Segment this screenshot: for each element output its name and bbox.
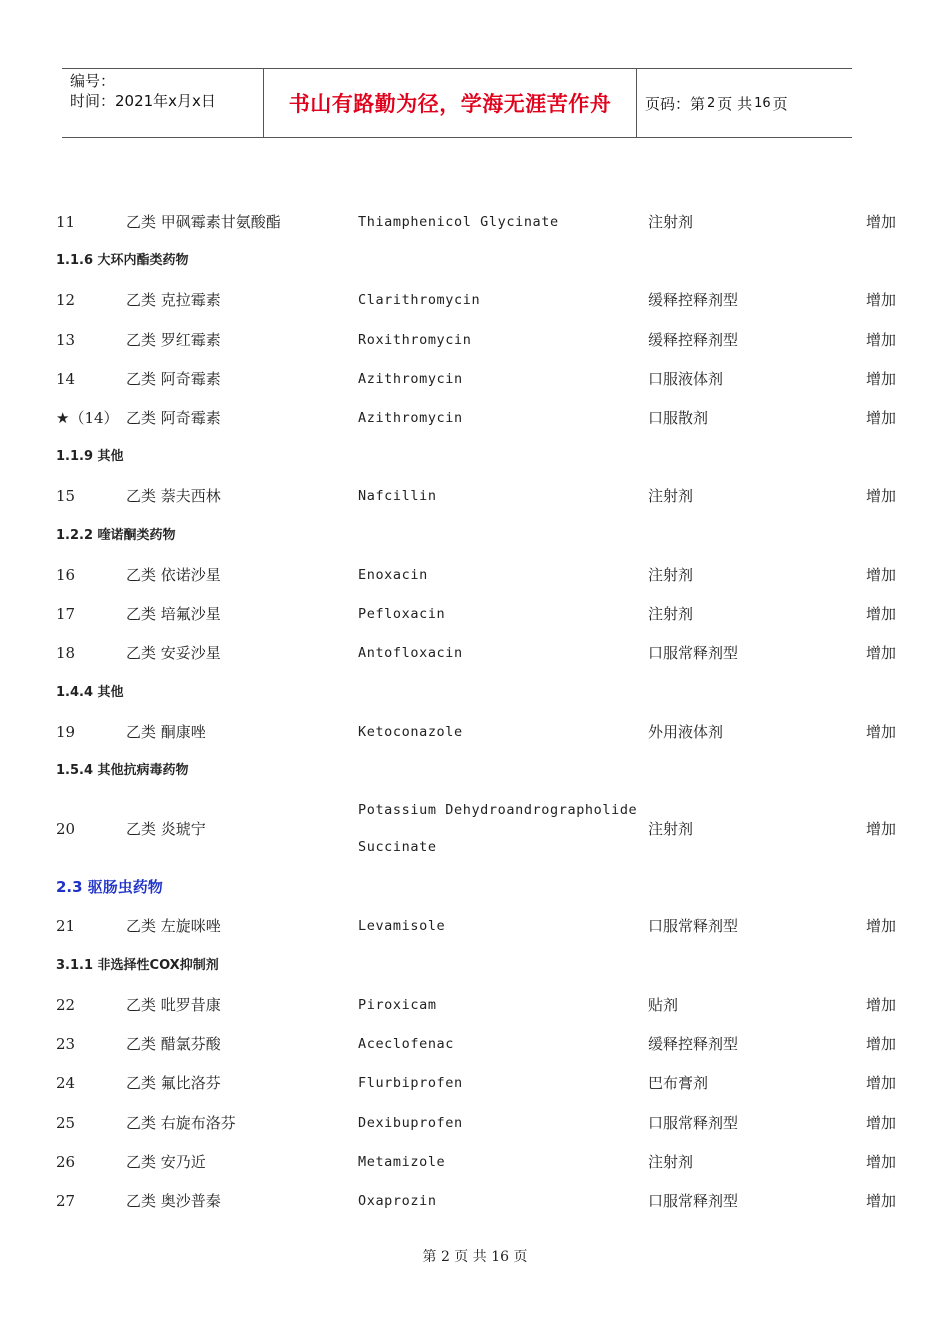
table-row: [0, 1151, 950, 1173]
drug-english-name: Metamizole: [358, 1154, 446, 1170]
change-action: 增加: [866, 1074, 897, 1092]
change-action: 增加: [866, 605, 897, 623]
table-row: [0, 1072, 950, 1094]
section-heading: 1.4.4 其他: [56, 685, 124, 700]
page-header: [62, 68, 852, 138]
dosage-form: 外用液体剂: [648, 723, 724, 741]
drug-name: 乙类 醋氯芬酸: [126, 1035, 221, 1053]
dosage-form: 缓释控释剂型: [648, 1035, 739, 1053]
row-number: 16: [56, 566, 76, 584]
change-action: 增加: [866, 566, 897, 584]
change-action: 增加: [866, 409, 897, 427]
change-action: 增加: [866, 917, 897, 935]
row-number: 20: [56, 820, 76, 838]
table-row: [0, 289, 950, 311]
change-action: 增加: [866, 331, 897, 349]
drug-english-name: Piroxicam: [358, 997, 437, 1013]
change-action: 增加: [866, 644, 897, 662]
row-number: 19: [56, 723, 76, 741]
table-row: [0, 211, 950, 233]
header-divider: [636, 69, 637, 137]
row-number: 18: [56, 644, 76, 662]
drug-name: 乙类 阿奇霉素: [126, 370, 221, 388]
drug-english-name: Azithromycin: [358, 371, 463, 387]
doc-time-label: 时间：2021年x月x日: [70, 92, 216, 110]
change-action: 增加: [866, 291, 897, 309]
dosage-form: 注射剂: [648, 213, 694, 231]
row-number: 26: [56, 1153, 76, 1171]
drug-english-name: Thiamphenicol Glycinate: [358, 214, 559, 230]
change-action: 增加: [866, 1192, 897, 1210]
dosage-form: 口服散剂: [648, 409, 709, 427]
drug-name: 乙类 萘夫西林: [126, 487, 221, 505]
table-row: [0, 1033, 950, 1055]
drug-english-name: Clarithromycin: [358, 292, 481, 308]
dosage-form: 注射剂: [648, 487, 694, 505]
table-row: [0, 1112, 950, 1134]
dosage-form: 口服常释剂型: [648, 1114, 739, 1132]
drug-name: 乙类 培氟沙星: [126, 605, 221, 623]
drug-name: 乙类 酮康唑: [126, 723, 206, 741]
table-row: [0, 642, 950, 664]
table-row: [0, 368, 950, 390]
header-motto: 书山有路勤为径，学海无涯苦作舟: [288, 92, 612, 116]
drug-english-name: Dexibuprofen: [358, 1115, 463, 1131]
section-heading: 3.1.1 非选择性COX抑制剂: [56, 958, 219, 973]
drug-name: 乙类 安乃近: [126, 1153, 206, 1171]
row-number: 22: [56, 996, 76, 1014]
table-row: [0, 721, 950, 743]
change-action: 增加: [866, 213, 897, 231]
header-meta: [70, 71, 260, 111]
row-number: 24: [56, 1074, 76, 1092]
section-heading: 1.5.4 其他抗病毒药物: [56, 763, 189, 778]
page-suffix: 页: [772, 94, 788, 113]
row-number: 17: [56, 605, 76, 623]
drug-english-name-continued: Succinate: [358, 839, 437, 855]
drug-english-name: Roxithromycin: [358, 332, 472, 348]
header-page-info: [645, 69, 788, 137]
table-row: [0, 329, 950, 351]
section-heading: 2.3 驱肠虫药物: [56, 878, 163, 896]
drug-name: 乙类 右旋布洛芬: [126, 1114, 236, 1132]
change-action: 增加: [866, 1114, 897, 1132]
drug-english-name: Levamisole: [358, 918, 446, 934]
row-number: 21: [56, 917, 76, 935]
drug-name: 乙类 依诺沙星: [126, 566, 221, 584]
page-middle: 页 共: [717, 94, 753, 113]
row-number: 15: [56, 487, 76, 505]
drug-english-name: Aceclofenac: [358, 1036, 455, 1052]
row-number: 11: [56, 213, 76, 231]
change-action: 增加: [866, 996, 897, 1014]
dosage-form: 口服液体剂: [648, 370, 724, 388]
drug-name: 乙类 甲砜霉素甘氨酸酯: [126, 213, 281, 231]
table-row: [0, 799, 950, 859]
table-row: [0, 603, 950, 625]
dosage-form: 注射剂: [648, 605, 694, 623]
dosage-form: 缓释控释剂型: [648, 291, 739, 309]
drug-english-name: Oxaprozin: [358, 1193, 437, 1209]
section-heading: 1.1.9 其他: [56, 449, 124, 464]
drug-name: 乙类 氟比洛芬: [126, 1074, 221, 1092]
section-heading: 1.1.6 大环内酯类药物: [56, 253, 189, 268]
drug-english-name: Flurbiprofen: [358, 1075, 463, 1091]
row-number: 13: [56, 331, 76, 349]
dosage-form: 口服常释剂型: [648, 917, 739, 935]
change-action: 增加: [866, 1153, 897, 1171]
row-number: 27: [56, 1192, 76, 1210]
page-total: 16: [754, 95, 771, 111]
table-row: [0, 407, 950, 429]
change-action: 增加: [866, 370, 897, 388]
page-footer: 第 2 页 共 16 页: [422, 1249, 528, 1265]
drug-name: 乙类 奥沙普秦: [126, 1192, 221, 1210]
table-row: [0, 915, 950, 937]
drug-english-name: Pefloxacin: [358, 606, 446, 622]
table-row: [0, 1190, 950, 1212]
dosage-form: 注射剂: [648, 820, 694, 838]
page-current: 2: [707, 95, 716, 111]
drug-english-name: Ketoconazole: [358, 724, 463, 740]
drug-english-name: Enoxacin: [358, 567, 428, 583]
drug-name: 乙类 阿奇霉素: [126, 409, 221, 427]
row-number: ★（14）: [56, 409, 119, 427]
doc-number-label: 编号：: [70, 72, 116, 90]
dosage-form: 注射剂: [648, 566, 694, 584]
drug-english-name: Nafcillin: [358, 488, 437, 504]
table-row: [0, 485, 950, 507]
dosage-form: 口服常释剂型: [648, 644, 739, 662]
page-prefix: 页码：第: [645, 94, 706, 113]
drug-name: 乙类 吡罗昔康: [126, 996, 221, 1014]
change-action: 增加: [866, 820, 897, 838]
drug-name: 乙类 罗红霉素: [126, 331, 221, 349]
dosage-form: 缓释控释剂型: [648, 331, 739, 349]
row-number: 14: [56, 370, 76, 388]
drug-english-name: Antofloxacin: [358, 645, 463, 661]
section-heading: 1.2.2 喹诺酮类药物: [56, 528, 176, 543]
change-action: 增加: [866, 1035, 897, 1053]
drug-name: 乙类 左旋咪唑: [126, 917, 221, 935]
table-row: [0, 994, 950, 1016]
row-number: 25: [56, 1114, 76, 1132]
change-action: 增加: [866, 723, 897, 741]
drug-english-name: Potassium Dehydroandrographolide: [358, 802, 638, 818]
change-action: 增加: [866, 487, 897, 505]
drug-english-name: Azithromycin: [358, 410, 463, 426]
row-number: 23: [56, 1035, 76, 1053]
dosage-form: 巴布膏剂: [648, 1074, 709, 1092]
drug-name: 乙类 安妥沙星: [126, 644, 221, 662]
dosage-form: 口服常释剂型: [648, 1192, 739, 1210]
table-row: [0, 564, 950, 586]
dosage-form: 贴剂: [648, 996, 679, 1014]
drug-name: 乙类 克拉霉素: [126, 291, 221, 309]
drug-name: 乙类 炎琥宁: [126, 820, 206, 838]
dosage-form: 注射剂: [648, 1153, 694, 1171]
row-number: 12: [56, 291, 76, 309]
